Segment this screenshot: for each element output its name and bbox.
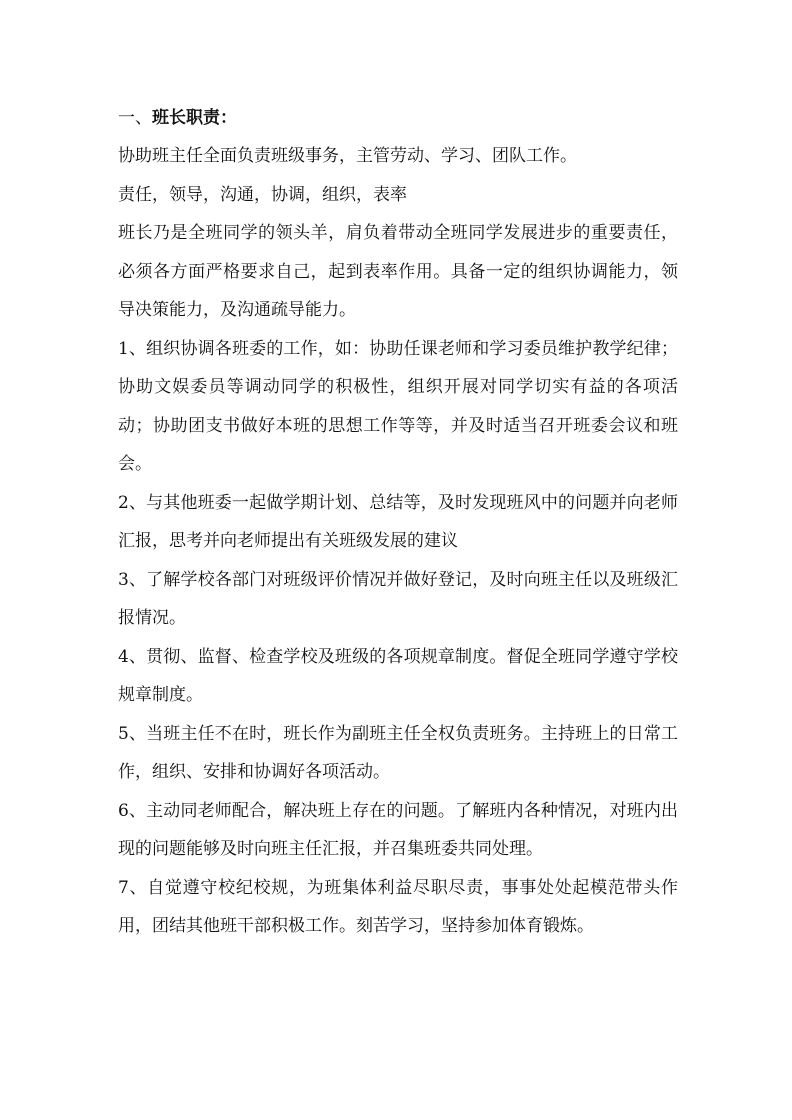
duty-item-5: 5、当班主任不在时，班长作为副班主任全权负责班务。主持班上的日常工作，组织、安排和协调好各项活动。: [118, 723, 678, 782]
duty-item-3: 3、了解学校各部门对班级评价情况并做好登记，及时向班主任以及班级汇报情况。: [118, 569, 678, 628]
intro-paragraph: 班长乃是全班同学的领头羊，肩负着带动全班同学发展进步的重要责任，必须各方面严格要求自己，起到表率作用。具备一定的组织协调能力，领导决策能力，及沟通疏导能力。: [118, 223, 678, 320]
duty-item-7: 7、自觉遵守校纪校规，为班集体利益尽职尽责，事事处处起模范带头作用，团结其他班干部积极工作。刻苦学习，坚持参加体育锻炼。: [118, 877, 678, 936]
duty-item-2: 2、与其他班委一起做学期计划、总结等，及时发现班风中的问题并向老师汇报，思考并向老师提出有关班级发展的建议: [118, 492, 678, 551]
section-title: 班长职责：: [152, 108, 237, 128]
duty-item-6: 6、主动同老师配合，解决班上存在的问题。了解班内各种情况，对班内出现的问题能够及时向班主任汇报，并召集班委共同处理。: [118, 800, 678, 859]
duty-item-1: 1、组织协调各班委的工作，如：协助任课老师和学习委员维护教学纪律；协助文娱委员等调动同学的积极性，组织开展对同学切实有益的各项活动；协助团支书做好本班的思想工作等等，并及时适当召开班委会议和班会。: [118, 338, 678, 474]
summary-text: 协助班主任全面负责班级事务，主管劳动、学习、团队工作。: [118, 146, 577, 166]
section-number: 一、: [118, 108, 152, 128]
document-body: [118, 104, 678, 946]
keywords-text: 责任，领导，沟通，协调，组织，表率: [118, 184, 407, 205]
duty-item-4: 4、贯彻、监督、检查学校及班级的各项规章制度。督促全班同学遵守学校规章制度。: [118, 646, 678, 705]
section-heading: [118, 104, 678, 132]
